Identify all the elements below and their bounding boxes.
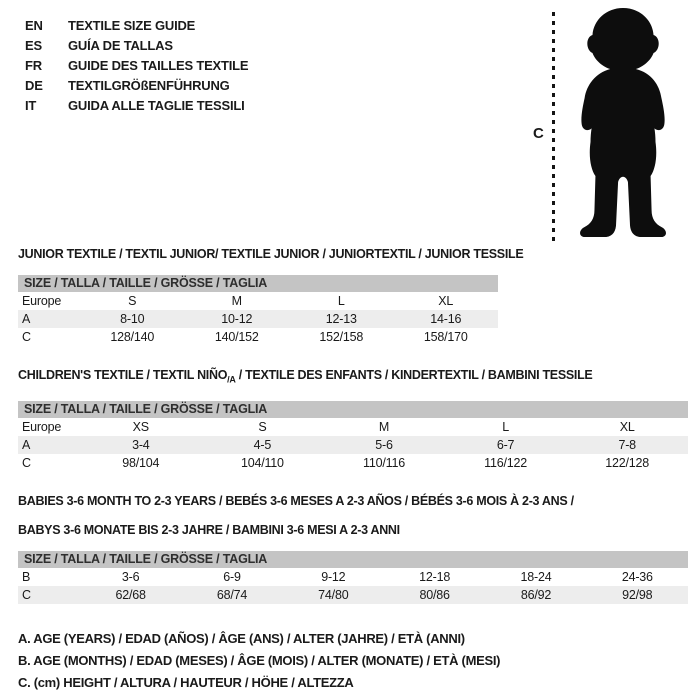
table-cell: XS xyxy=(132,419,149,434)
language-row-it xyxy=(25,95,248,115)
language-code: EN xyxy=(25,17,43,33)
section-title-children xyxy=(18,367,688,388)
language-title: TEXTILGRÖßENFÜHRUNG xyxy=(68,77,230,93)
footnote-c: C. (cm) HEIGHT / ALTURA / HAUTEUR / HÖHE / ALTEZZA xyxy=(18,675,354,690)
language-code: FR xyxy=(25,57,42,73)
height-measure-label: C xyxy=(533,125,544,142)
table-cell: 24-36 xyxy=(621,569,653,584)
table-row-age xyxy=(18,436,688,454)
size-table-children xyxy=(18,401,688,472)
language-title: GUIDE DES TAILLES TEXTILE xyxy=(68,57,249,73)
language-row-fr xyxy=(25,55,248,75)
language-row-en xyxy=(25,15,248,35)
table-cell: 152/158 xyxy=(319,330,364,344)
table-row-height xyxy=(18,586,688,604)
size-table-junior xyxy=(18,275,498,346)
table-cell: 6-9 xyxy=(223,569,241,584)
size-header-bar: SIZE / TALLA / TAILLE / GRÖSSE / TAGLIA xyxy=(18,401,688,418)
table-cell: S xyxy=(128,294,137,308)
table-cell: 4-5 xyxy=(253,437,272,452)
language-title: GUIDA ALLE TAGLIE TESSILI xyxy=(68,97,245,113)
language-title: GUÍA DE TALLAS xyxy=(68,37,173,53)
table-cell: 62/68 xyxy=(115,587,146,602)
table-cell: 86/92 xyxy=(520,587,552,602)
size-header-bar: SIZE / TALLA / TAILLE / GRÖSSE / TAGLIA xyxy=(18,275,498,292)
size-table-babies xyxy=(18,551,688,604)
table-cell: 3-6 xyxy=(121,569,140,584)
table-cell: 116/122 xyxy=(484,455,527,470)
table-cell: 74/80 xyxy=(318,587,349,602)
size-header-bar: SIZE / TALLA / TAILLE / GRÖSSE / TAGLIA xyxy=(18,551,688,568)
table-cell: 128/140 xyxy=(110,330,155,344)
row-label: Europe xyxy=(22,419,62,434)
tables-area xyxy=(18,246,688,604)
language-list xyxy=(25,15,248,115)
row-label: Europe xyxy=(22,294,62,308)
language-row-es xyxy=(25,35,248,55)
row-label: C xyxy=(22,330,31,344)
table-row-height xyxy=(18,454,688,472)
language-code: DE xyxy=(25,77,43,93)
table-cell: 104/110 xyxy=(240,455,284,470)
footnote-a: A. AGE (YEARS) / EDAD (AÑOS) / ÂGE (ANS) / ALTER (JAHRE) / ETÀ (ANNI) xyxy=(18,631,465,646)
table-cell: 6-7 xyxy=(496,437,515,452)
section-title-babies-line1: BABIES 3-6 MONTH TO 2-3 YEARS / BEBÉS 3-6 MESES A 2-3 AÑOS / BÉBÉS 3-6 MOIS À 2-3 ANS / xyxy=(18,493,574,508)
table-cell: L xyxy=(337,294,345,308)
table-row-europe xyxy=(18,292,498,310)
row-label: A xyxy=(22,437,31,452)
row-label: C xyxy=(22,455,31,470)
table-cell: 5-6 xyxy=(375,437,393,452)
row-label: A xyxy=(22,312,31,326)
row-label: C xyxy=(22,587,31,602)
table-cell: 12-13 xyxy=(325,312,357,326)
language-title: TEXTILE SIZE GUIDE xyxy=(68,17,196,33)
table-cell: 12-18 xyxy=(419,569,451,584)
table-cell: 3-4 xyxy=(132,437,150,452)
table-cell: 9-12 xyxy=(321,569,346,584)
table-row-europe xyxy=(18,418,688,436)
table-cell: 14-16 xyxy=(430,312,462,326)
table-cell: L xyxy=(502,419,509,434)
language-code: IT xyxy=(25,97,37,113)
footnotes xyxy=(18,628,500,694)
row-label: B xyxy=(22,569,31,584)
table-cell: 80/86 xyxy=(419,587,450,602)
table-cell: 110/116 xyxy=(363,455,405,470)
footnote-b: B. AGE (MONTHS) / EDAD (MESES) / ÂGE (MOIS) / ALTER (MONATE) / ETÀ (MESI) xyxy=(18,653,501,668)
language-code: ES xyxy=(25,37,42,53)
table-cell: XL xyxy=(438,294,454,308)
table-cell: M xyxy=(378,419,390,434)
title-part: / TEXTILE DES ENFANTS / KINDERTEXTIL / BAMBINI TESSILE xyxy=(235,368,593,382)
height-measure-dotted-line xyxy=(552,12,555,242)
table-cell: 98/104 xyxy=(122,455,160,470)
title-part: CHILDREN'S TEXTILE / TEXTIL NIÑO xyxy=(18,368,228,382)
table-cell: 10-12 xyxy=(221,312,253,326)
table-cell: S xyxy=(258,419,267,434)
section-children xyxy=(18,367,688,472)
table-cell: XL xyxy=(619,419,635,434)
table-cell: 92/98 xyxy=(622,587,653,602)
toddler-silhouette-icon xyxy=(560,5,688,245)
language-row-de xyxy=(25,75,248,95)
table-cell: 158/170 xyxy=(423,330,468,344)
table-row-age xyxy=(18,310,498,328)
table-cell: 140/152 xyxy=(214,330,259,344)
table-cell: 7-8 xyxy=(618,437,636,452)
table-cell: 68/74 xyxy=(216,587,248,602)
section-babies xyxy=(18,493,688,604)
section-title-junior: JUNIOR TEXTILE / TEXTIL JUNIOR/ TEXTILE JUNIOR / JUNIORTEXTIL / JUNIOR TESSILE xyxy=(18,247,524,261)
section-title-babies-line2: BABYS 3-6 MONATE BIS 2-3 JAHRE / BAMBINI 3-6 MESI A 2-3 ANNI xyxy=(18,522,400,537)
table-cell: 8-10 xyxy=(120,312,145,326)
section-junior xyxy=(18,246,688,346)
title-subscript: /A xyxy=(227,374,236,385)
table-row-months xyxy=(18,568,688,586)
table-row-height xyxy=(18,328,498,346)
table-cell: M xyxy=(231,294,242,308)
table-cell: 18-24 xyxy=(520,569,552,584)
table-cell: 122/128 xyxy=(605,455,650,470)
